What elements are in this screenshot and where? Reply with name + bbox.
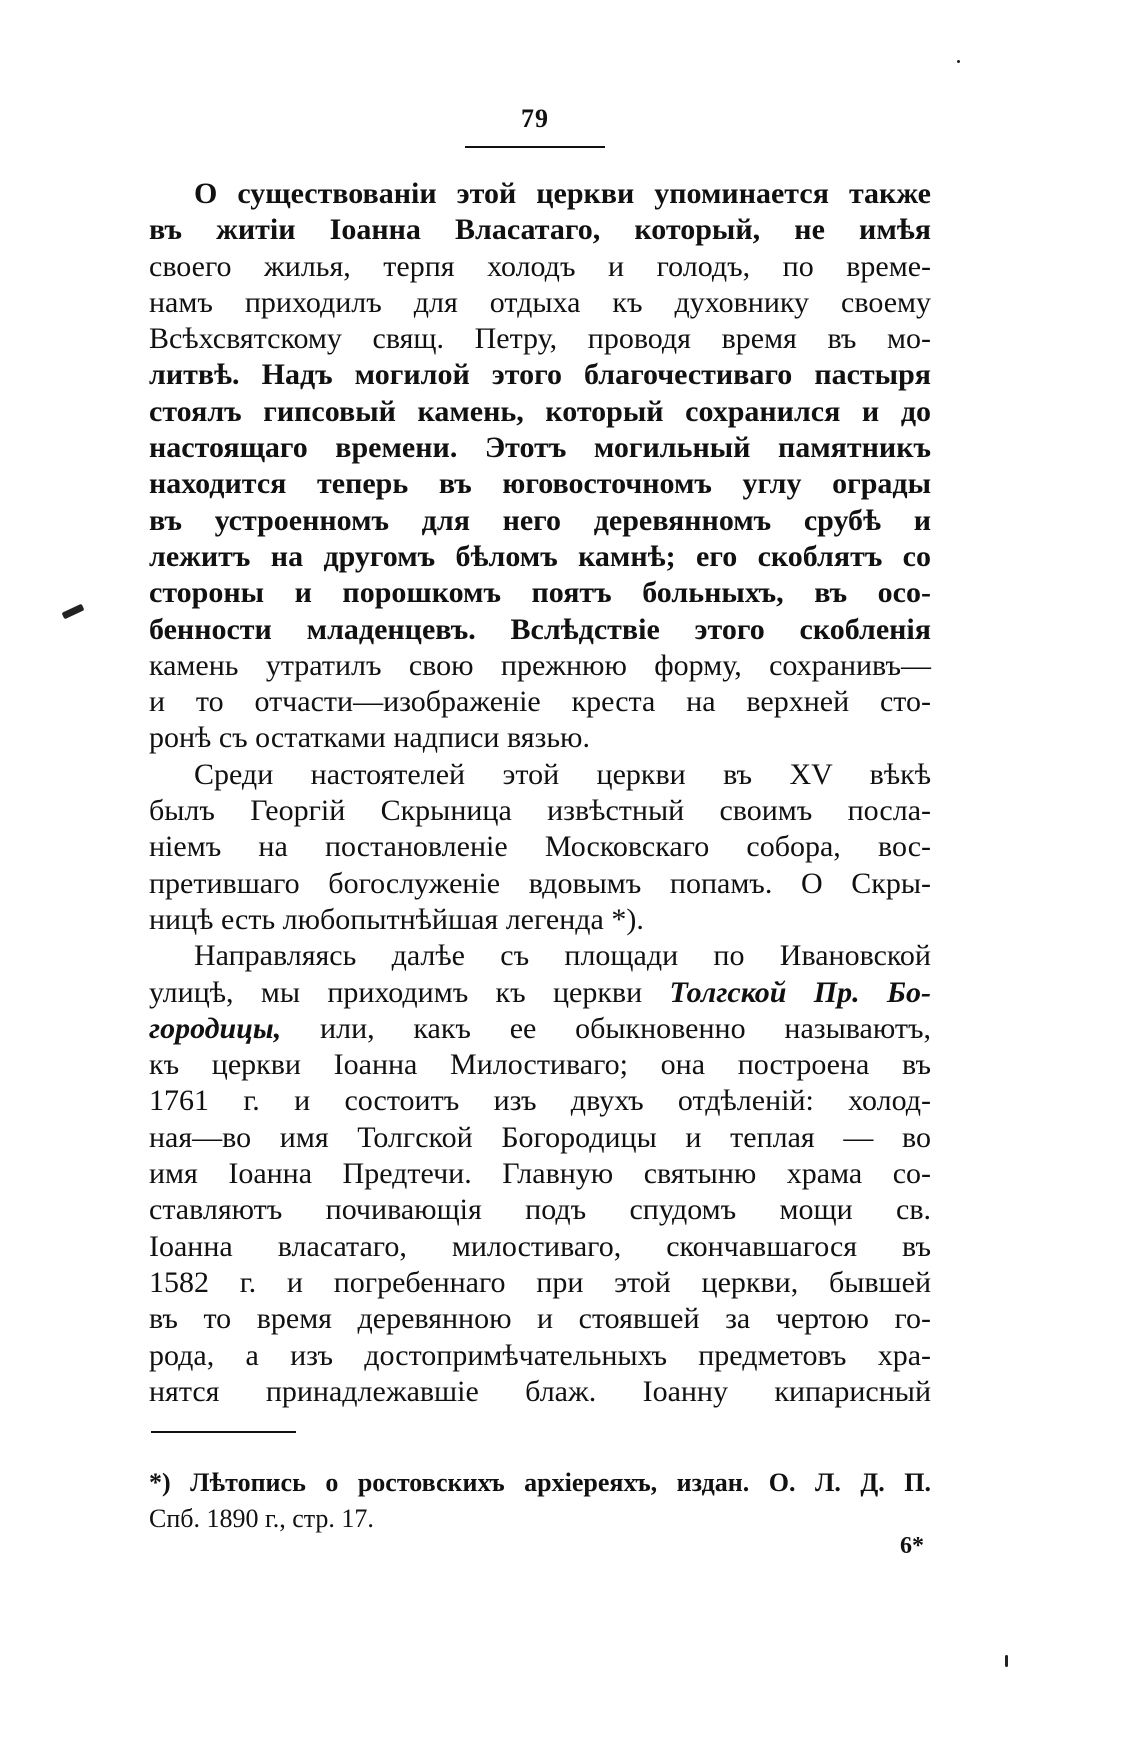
text-line: камень утратилъ свою прежнюю форму, сохранивъ— <box>149 648 931 682</box>
text-line: ставляютъ почивающія подъ спудомъ мощи св. <box>149 1193 931 1227</box>
body-text <box>149 176 931 1410</box>
footnote-rule <box>151 1431 296 1433</box>
text-line: бенности младенцевъ. Вслѣдствіе этого скобленія <box>149 612 931 646</box>
footnote <box>149 1465 931 1537</box>
text-line: въ житіи Іоанна Власатаго, который, не имѣя <box>149 213 931 247</box>
signature-mark: 6* <box>900 1533 924 1559</box>
text-line: стоялъ гипсовый камень, который сохранился и до <box>149 394 931 428</box>
text-line <box>149 1011 931 1047</box>
text-line: претившаго богослуженіе вдовымъ попамъ. О Скры- <box>149 866 931 900</box>
text-line: находится теперь въ юговосточномъ углу ограды <box>149 467 931 501</box>
text-line: къ церкви Іоанна Милостиваго; она построена въ <box>149 1048 931 1082</box>
scan-mark <box>957 60 960 63</box>
scan-mark <box>1005 1655 1008 1667</box>
footnote-line: *) Лѣтопись о ростовскихъ архіереяхъ, издан. О. Л. Д. П. <box>149 1468 931 1497</box>
text-run: улицѣ, мы приходимъ къ церкви <box>149 975 670 1009</box>
text-line: въ устроенномъ для него деревянномъ срубѣ и <box>149 503 931 537</box>
text-line <box>149 975 931 1011</box>
text-line: литвѣ. Надъ могилой этого благочестиваго пастыря <box>149 358 931 392</box>
header-rule <box>465 146 605 148</box>
text-line: Направляясь далѣе съ площади по Ивановской <box>194 939 931 973</box>
text-line: настоящаго времени. Этотъ могильный памятникъ <box>149 431 931 465</box>
text-line: Среди настоятелей этой церкви въ XV вѣкѣ <box>194 757 931 791</box>
text-line: въ то время деревянною и стоявшей за чертою го- <box>149 1302 931 1336</box>
text-line: 1582 г. и погребеннаго при этой церкви, бывшей <box>149 1265 931 1299</box>
page-number: 79 <box>521 104 549 133</box>
text-line: ницѣ есть любопытнѣйшая легенда *). <box>149 902 644 936</box>
text-line: своего жилья, терпя холодъ и голодъ, по време- <box>149 249 931 283</box>
text-line: имя Іоанна Предтечи. Главную святыню храма со- <box>149 1157 931 1191</box>
text-line: и то отчасти—изображеніе креста на верхней сто- <box>149 685 931 719</box>
text-line: лежитъ на другомъ бѣломъ камнѣ; его скоблятъ со <box>149 539 931 573</box>
scan-mark <box>62 604 85 620</box>
text-line: намъ приходилъ для отдыха къ духовнику своему <box>149 285 931 319</box>
text-line: Іоанна власатаго, милостиваго, скончавшагося въ <box>149 1229 931 1263</box>
italic-run: Толгской Пр. Бо- <box>669 975 931 1009</box>
text-line: стороны и порошкомъ поятъ больныхъ, въ осо- <box>149 576 931 610</box>
text-line: ронѣ съ остатками надписи вязью. <box>149 721 590 755</box>
text-line: былъ Георгій Скрыница извѣстный своимъ посла- <box>149 794 931 828</box>
text-line: Всѣхсвятскому свящ. Петру, проводя время въ мо- <box>149 322 931 356</box>
text-line: О существованіи этой церкви упоминается также <box>194 177 931 210</box>
text-line: 1761 г. и состоитъ изъ двухъ отдѣленій: холод- <box>149 1084 931 1118</box>
text-line: рода, а изъ достопримѣчательныхъ предметовъ хра- <box>149 1338 931 1372</box>
italic-run: городицы, <box>149 1011 282 1045</box>
text-run: или, какъ ее обыкновенно называютъ, <box>281 1011 931 1045</box>
text-line: ная—во имя Толгской Богородицы и теплая — во <box>149 1120 931 1154</box>
text-line: ніемъ на постановленіе Московскаго собора, вос- <box>149 830 931 864</box>
text-line: нятся принадлежавшіе блаж. Іоанну кипарисный <box>149 1374 931 1408</box>
footnote-line: Спб. 1890 г., стр. 17. <box>149 1504 374 1533</box>
